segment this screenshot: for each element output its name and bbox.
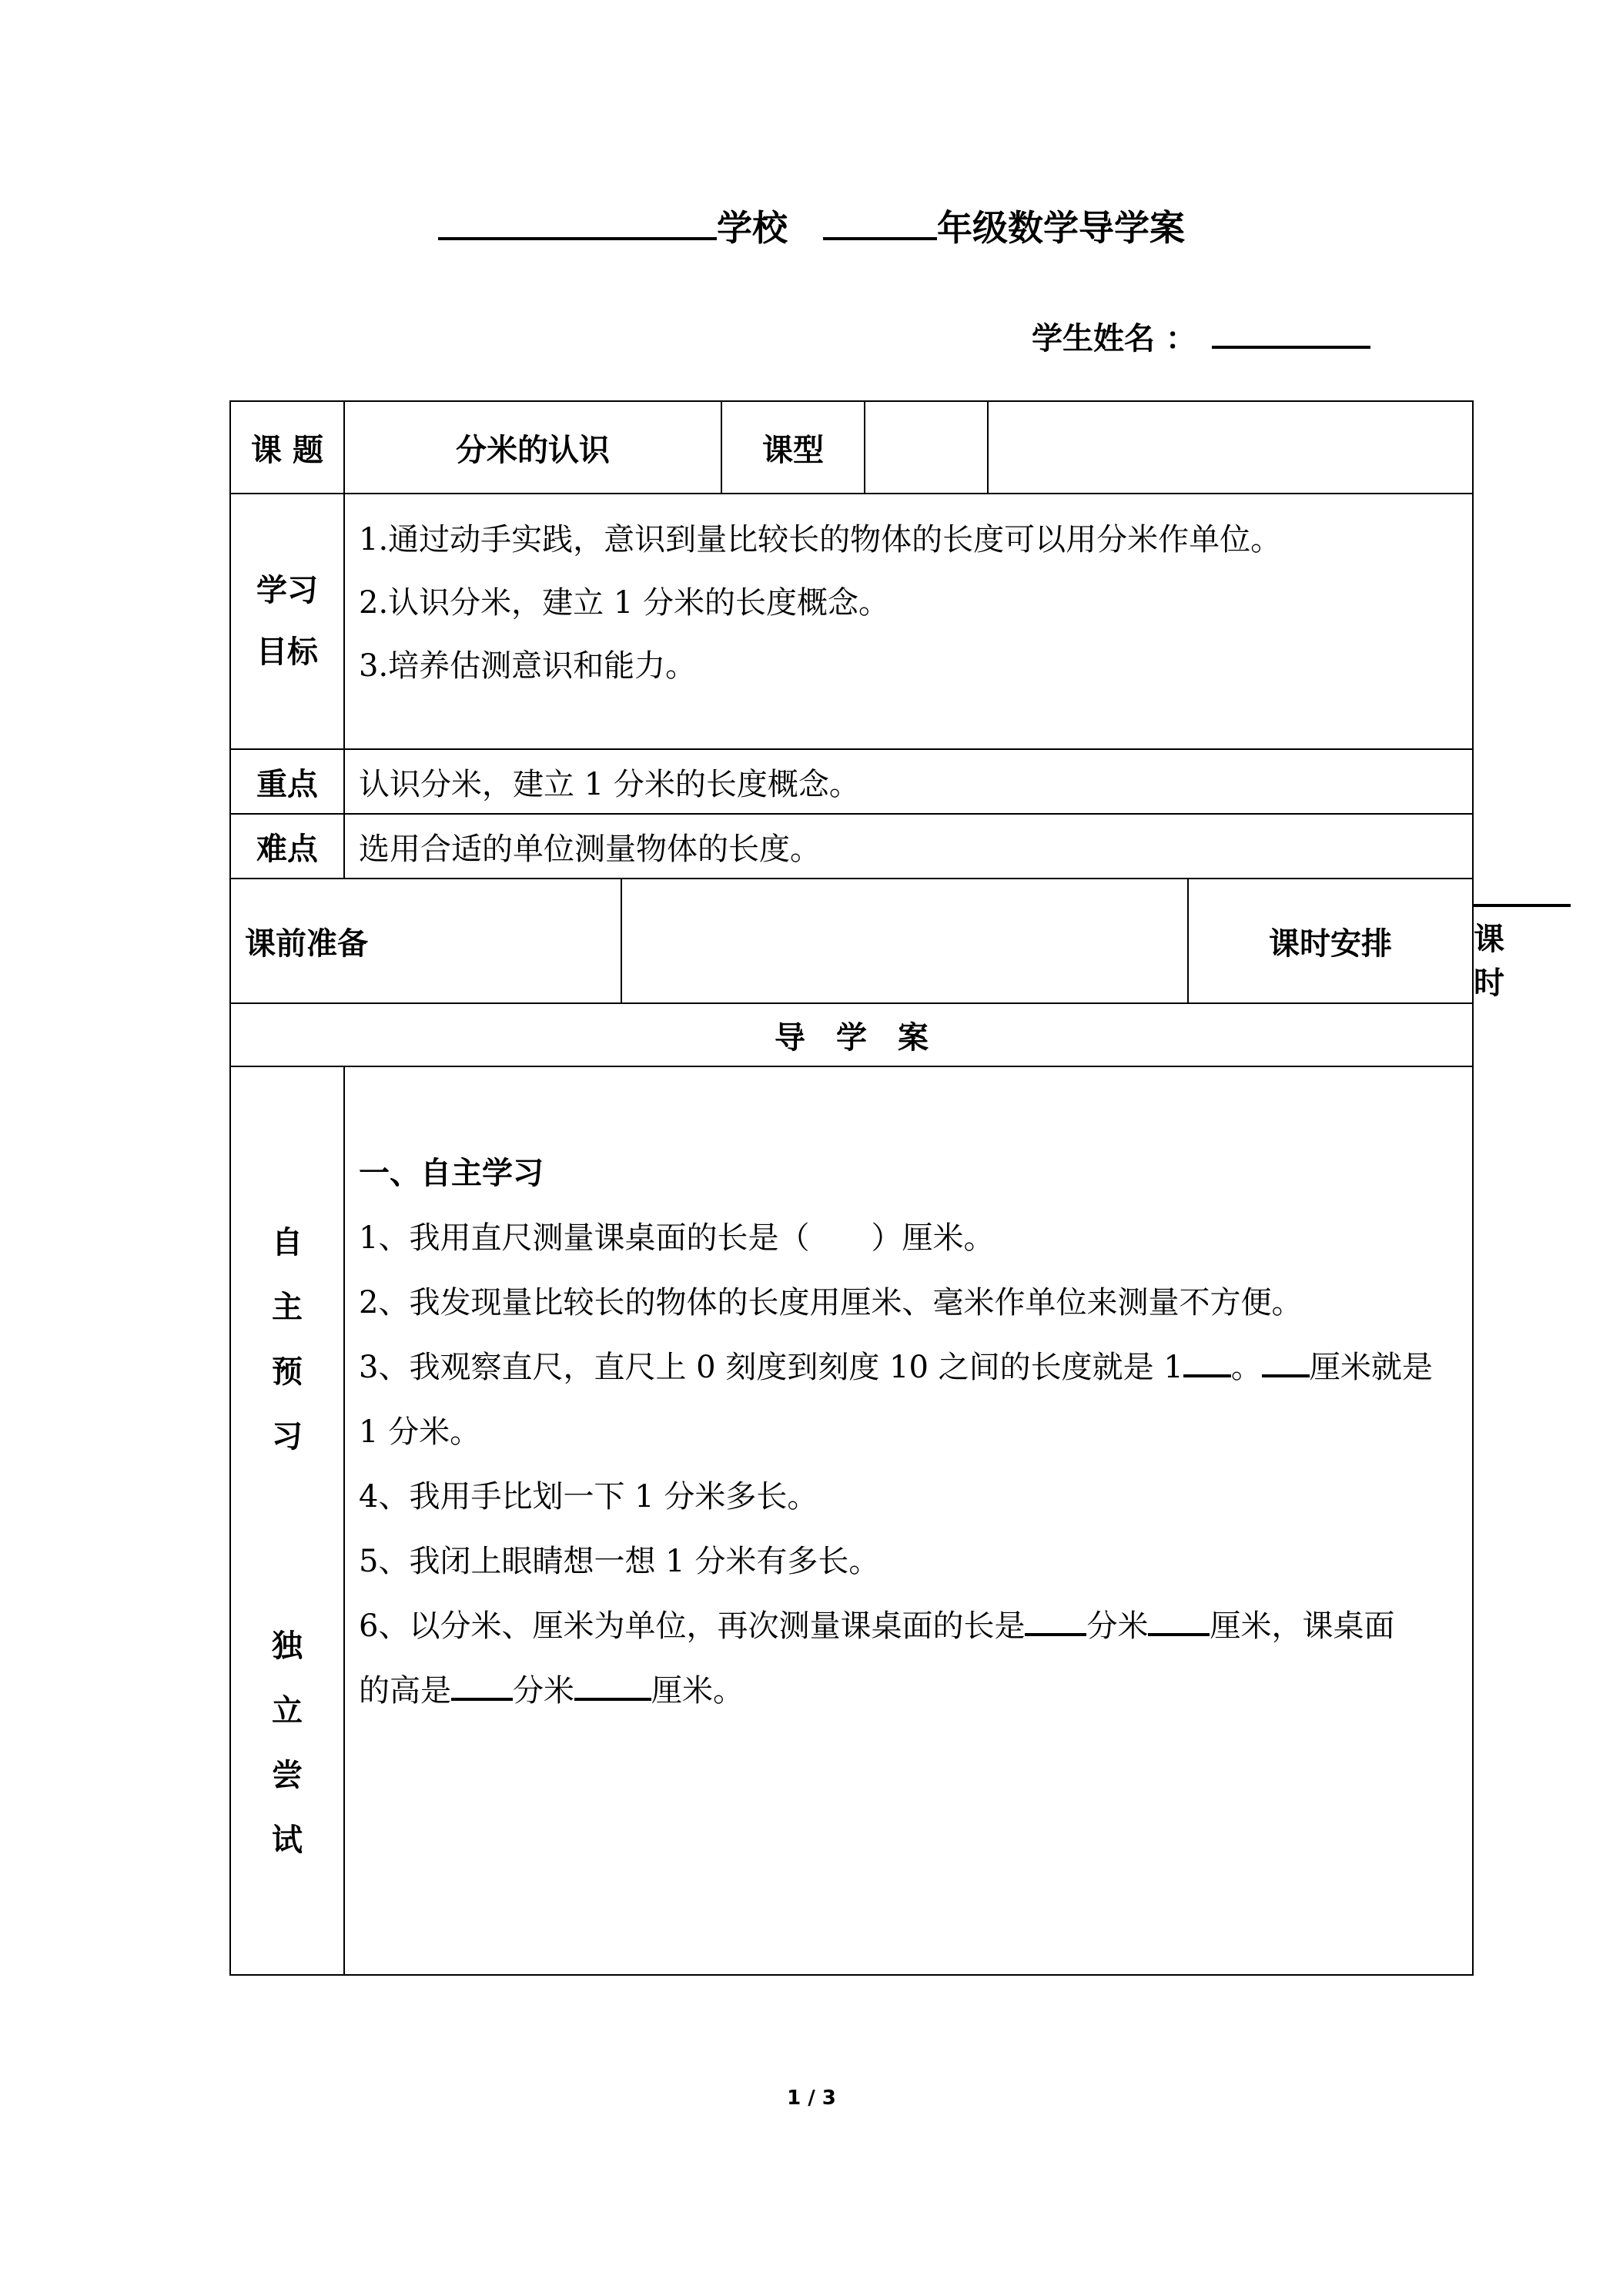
- q6-blank-2[interactable]: [1148, 1632, 1210, 1636]
- side-label-char-6: 立: [272, 1693, 303, 1729]
- question-4: 4、我用手比划一下 1 分米多长。: [359, 1479, 818, 1514]
- goals-content: [344, 494, 1473, 749]
- side-label-char-8: 试: [272, 1822, 303, 1858]
- prep-label: [230, 879, 621, 1003]
- lesson-plan-table: [229, 400, 1505, 1976]
- topic-label: 课 题: [230, 401, 344, 494]
- goal-item-2: 2.认识分米，建立 1 分米的长度概念。: [359, 585, 890, 621]
- difficulty-label: 难点: [230, 814, 344, 879]
- page-number: 1 / 3: [787, 2087, 836, 2110]
- goals-label: [230, 494, 344, 749]
- student-name-label: 学生姓名 ：: [1032, 321, 1196, 356]
- student-name-blank[interactable]: [1212, 345, 1370, 349]
- q6-text-b: 分米: [1086, 1608, 1149, 1644]
- question-2: 2、我发现量比较长的物体的长度用厘米、毫米作单位来测量不方便。: [359, 1285, 1303, 1320]
- topic-value: 分米的认识: [344, 401, 721, 494]
- side-label-char-1: 自: [272, 1225, 303, 1260]
- difficulty-value: 选用合适的单位测量物体的长度。: [344, 814, 1473, 879]
- q6-text-f: 厘米。: [651, 1673, 744, 1709]
- side-label-char-3: 预: [272, 1354, 303, 1390]
- question-1: 1、我用直尺测量课桌面的长是（ ）厘米。: [359, 1220, 995, 1256]
- goal-item-1: 1.通过动手实践，意识到量比较长的物体的长度可以用分米作单位。: [359, 522, 1282, 557]
- q3-text-a: 3、我观察直尺，直尺上 0 刻度到刻度 10 之间的长度就是 1: [359, 1350, 1183, 1385]
- prep-value-cell[interactable]: [621, 879, 1188, 1003]
- side-label-char-7: 尝: [272, 1758, 303, 1793]
- worksheet-title: [0, 205, 1623, 251]
- prep-row: [230, 879, 1473, 1003]
- q3-blank-2[interactable]: [1262, 1374, 1310, 1377]
- question-3-cont: 1 分米。: [359, 1414, 481, 1450]
- q3-text-b: 。: [1230, 1350, 1262, 1385]
- key-point-row: [230, 749, 1473, 814]
- grade-blank[interactable]: [823, 236, 937, 240]
- goals-label-line-2: 目标: [256, 634, 318, 670]
- q3-blank-1[interactable]: [1183, 1374, 1231, 1377]
- question-6-cont: [359, 1658, 1458, 1723]
- goal-item-3: 3.培养估测意识和能力。: [359, 648, 697, 684]
- self-study-row: [230, 1066, 1473, 1975]
- type-label: 课型: [721, 401, 865, 494]
- goals-row: [230, 494, 1473, 749]
- question-3: [359, 1335, 1458, 1400]
- school-suffix: 学校: [717, 207, 788, 249]
- side-label-char-5: 独: [272, 1628, 303, 1664]
- guide-banner: 导 学 案: [230, 1003, 1473, 1066]
- self-study-content: [344, 1066, 1473, 1975]
- side-label-char-4: 习: [272, 1419, 303, 1454]
- goals-label-line-1: 学习: [256, 573, 318, 608]
- guide-banner-row: [230, 1003, 1473, 1066]
- q6-blank-1[interactable]: [1025, 1632, 1086, 1636]
- difficulty-row: [230, 814, 1473, 879]
- q3-text-c: 厘米就是: [1309, 1350, 1433, 1385]
- self-study-side-label: [230, 1066, 344, 1975]
- side-label-char-2: 主: [272, 1290, 303, 1325]
- q6-blank-4[interactable]: [574, 1697, 651, 1701]
- school-name-blank[interactable]: [438, 236, 717, 240]
- q6-blank-3[interactable]: [451, 1697, 513, 1701]
- grade-suffix: 年级数学导学案: [937, 207, 1185, 249]
- topic-row: [230, 401, 1473, 494]
- section-title: 一、自主学习: [359, 1156, 544, 1191]
- schedule-label: 课时安排: [1188, 879, 1473, 1003]
- q6-text-c: 厘米，课桌面: [1210, 1608, 1395, 1644]
- type-value-cell[interactable]: [865, 401, 988, 494]
- question-5: 5、我闭上眼睛想一想 1 分米有多长。: [359, 1544, 880, 1579]
- q6-text-d: 的高是: [359, 1673, 451, 1709]
- q6-text-a: 6、以分米、厘米为单位，再次测量课桌面的长是: [359, 1608, 1026, 1644]
- key-point-label: 重点: [230, 749, 344, 814]
- q6-text-e: 分米: [513, 1673, 574, 1709]
- student-name-line: [1032, 316, 1370, 362]
- question-6: [359, 1594, 1458, 1658]
- schedule-hours-blank[interactable]: [1474, 903, 1571, 907]
- topic-extra-cell[interactable]: [988, 401, 1473, 494]
- prep-label-text: 课前准备: [245, 925, 368, 962]
- key-point-value: 认识分米，建立 1 分米的长度概念。: [344, 749, 1473, 814]
- schedule-unit: 课时: [1474, 922, 1505, 1001]
